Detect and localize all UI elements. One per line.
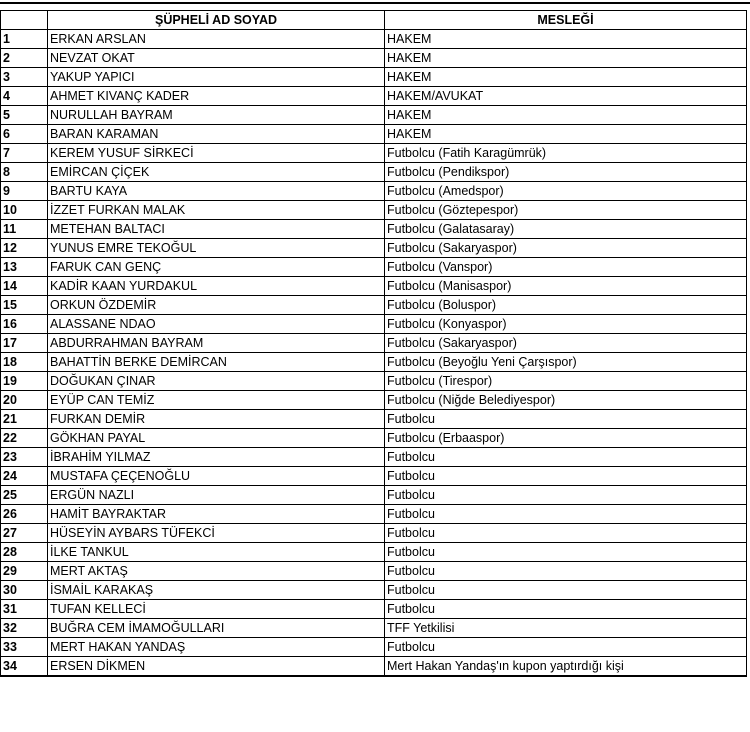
- table-row: [1, 163, 747, 182]
- table-row: [1, 562, 747, 581]
- header-row: [1, 11, 747, 30]
- suspect-name: FURKAN DEMİR: [48, 410, 385, 429]
- table-row: [1, 581, 747, 600]
- table-row: [1, 372, 747, 391]
- table-row: [1, 410, 747, 429]
- suspect-profession: HAKEM: [385, 68, 747, 87]
- row-number: 5: [1, 106, 48, 125]
- row-number: 14: [1, 277, 48, 296]
- suspect-name: YAKUP YAPICI: [48, 68, 385, 87]
- row-number: 4: [1, 87, 48, 106]
- suspects-table: [0, 10, 747, 677]
- suspect-profession: Futbolcu: [385, 638, 747, 657]
- suspect-name: AHMET KIVANÇ KADER: [48, 87, 385, 106]
- row-number: 1: [1, 30, 48, 49]
- table-row: [1, 486, 747, 505]
- row-number: 29: [1, 562, 48, 581]
- suspect-profession: HAKEM/AVUKAT: [385, 87, 747, 106]
- suspect-profession: Futbolcu (Amedspor): [385, 182, 747, 201]
- suspect-name: MERT HAKAN YANDAŞ: [48, 638, 385, 657]
- suspect-name: DOĞUKAN ÇINAR: [48, 372, 385, 391]
- table-row: [1, 296, 747, 315]
- row-number: 24: [1, 467, 48, 486]
- suspect-profession: HAKEM: [385, 49, 747, 68]
- table-row: [1, 600, 747, 619]
- table-row: [1, 448, 747, 467]
- table-row: [1, 220, 747, 239]
- suspect-name: BARAN KARAMAN: [48, 125, 385, 144]
- table-row: [1, 657, 747, 677]
- table-row: [1, 144, 747, 163]
- table-row: [1, 391, 747, 410]
- suspect-profession: Futbolcu (Vanspor): [385, 258, 747, 277]
- row-number: 2: [1, 49, 48, 68]
- suspect-name: İLKE TANKUL: [48, 543, 385, 562]
- table-row: [1, 524, 747, 543]
- suspect-name: GÖKHAN PAYAL: [48, 429, 385, 448]
- table-row: [1, 87, 747, 106]
- suspect-name: EMİRCAN ÇİÇEK: [48, 163, 385, 182]
- row-number: 6: [1, 125, 48, 144]
- row-number: 11: [1, 220, 48, 239]
- row-number: 31: [1, 600, 48, 619]
- suspect-name: HÜSEYİN AYBARS TÜFEKCİ: [48, 524, 385, 543]
- suspect-profession: HAKEM: [385, 30, 747, 49]
- table-row: [1, 334, 747, 353]
- header-no: [1, 11, 48, 30]
- table-body: [1, 30, 747, 677]
- suspect-name: KADİR KAAN YURDAKUL: [48, 277, 385, 296]
- suspect-profession: Futbolcu (Niğde Belediyespor): [385, 391, 747, 410]
- row-number: 22: [1, 429, 48, 448]
- suspect-name: MUSTAFA ÇEÇENOĞLU: [48, 467, 385, 486]
- row-number: 10: [1, 201, 48, 220]
- suspect-name: EYÜP CAN TEMİZ: [48, 391, 385, 410]
- suspect-name: İZZET FURKAN MALAK: [48, 201, 385, 220]
- suspect-profession: Futbolcu: [385, 410, 747, 429]
- suspect-profession: Futbolcu: [385, 486, 747, 505]
- suspect-name: ABDURRAHMAN BAYRAM: [48, 334, 385, 353]
- suspect-profession: TFF Yetkilisi: [385, 619, 747, 638]
- row-number: 18: [1, 353, 48, 372]
- row-number: 19: [1, 372, 48, 391]
- row-number: 30: [1, 581, 48, 600]
- suspect-profession: Futbolcu: [385, 505, 747, 524]
- row-number: 13: [1, 258, 48, 277]
- suspect-name: ERGÜN NAZLI: [48, 486, 385, 505]
- table-row: [1, 30, 747, 49]
- suspect-profession: Futbolcu (Boluspor): [385, 296, 747, 315]
- suspect-profession: HAKEM: [385, 125, 747, 144]
- row-number: 21: [1, 410, 48, 429]
- suspect-name: HAMİT BAYRAKTAR: [48, 505, 385, 524]
- suspect-name: İBRAHİM YILMAZ: [48, 448, 385, 467]
- suspect-name: BUĞRA CEM İMAMOĞULLARI: [48, 619, 385, 638]
- header-profession: MESLEĞİ: [385, 11, 747, 30]
- suspect-name: TUFAN KELLECİ: [48, 600, 385, 619]
- suspect-name: BARTU KAYA: [48, 182, 385, 201]
- table-row: [1, 201, 747, 220]
- suspect-profession: Futbolcu (Galatasaray): [385, 220, 747, 239]
- row-number: 28: [1, 543, 48, 562]
- suspect-name: YUNUS EMRE TEKOĞUL: [48, 239, 385, 258]
- table-row: [1, 258, 747, 277]
- table-row: [1, 467, 747, 486]
- row-number: 23: [1, 448, 48, 467]
- suspect-profession: Futbolcu (Tirespor): [385, 372, 747, 391]
- suspect-profession: Futbolcu (Pendikspor): [385, 163, 747, 182]
- row-number: 25: [1, 486, 48, 505]
- row-number: 27: [1, 524, 48, 543]
- row-number: 32: [1, 619, 48, 638]
- suspect-name: FARUK CAN GENÇ: [48, 258, 385, 277]
- suspect-name: NURULLAH BAYRAM: [48, 106, 385, 125]
- suspect-profession: Futbolcu (Konyaspor): [385, 315, 747, 334]
- table-row: [1, 239, 747, 258]
- suspect-name: MERT AKTAŞ: [48, 562, 385, 581]
- row-number: 34: [1, 657, 48, 677]
- header-name: ŞÜPHELİ AD SOYAD: [48, 11, 385, 30]
- suspect-profession: Futbolcu: [385, 581, 747, 600]
- table-row: [1, 429, 747, 448]
- table-row: [1, 49, 747, 68]
- top-border-line: [0, 2, 750, 4]
- suspect-name: ALASSANE NDAO: [48, 315, 385, 334]
- suspect-profession: Futbolcu (Sakaryaspor): [385, 239, 747, 258]
- table-row: [1, 505, 747, 524]
- suspect-profession: Futbolcu (Göztepespor): [385, 201, 747, 220]
- suspect-profession: Futbolcu (Sakaryaspor): [385, 334, 747, 353]
- row-number: 17: [1, 334, 48, 353]
- row-number: 33: [1, 638, 48, 657]
- suspect-name: METEHAN BALTACI: [48, 220, 385, 239]
- table-row: [1, 106, 747, 125]
- table-row: [1, 315, 747, 334]
- suspect-name: ORKUN ÖZDEMİR: [48, 296, 385, 315]
- suspect-profession: Futbolcu: [385, 600, 747, 619]
- row-number: 9: [1, 182, 48, 201]
- table-row: [1, 353, 747, 372]
- table-row: [1, 125, 747, 144]
- suspect-name: BAHATTİN BERKE DEMİRCAN: [48, 353, 385, 372]
- suspect-profession: Futbolcu (Erbaaspor): [385, 429, 747, 448]
- row-number: 8: [1, 163, 48, 182]
- row-number: 20: [1, 391, 48, 410]
- suspect-profession: Mert Hakan Yandaş'ın kupon yaptırdığı kişi: [385, 657, 747, 677]
- suspect-profession: Futbolcu: [385, 448, 747, 467]
- suspect-name: NEVZAT OKAT: [48, 49, 385, 68]
- suspect-profession: Futbolcu: [385, 562, 747, 581]
- suspect-profession: Futbolcu: [385, 543, 747, 562]
- suspect-profession: Futbolcu: [385, 524, 747, 543]
- row-number: 12: [1, 239, 48, 258]
- suspect-profession: HAKEM: [385, 106, 747, 125]
- suspect-name: KEREM YUSUF SİRKECİ: [48, 144, 385, 163]
- row-number: 7: [1, 144, 48, 163]
- suspect-profession: Futbolcu (Fatih Karagümrük): [385, 144, 747, 163]
- suspect-name: İSMAİL KARAKAŞ: [48, 581, 385, 600]
- table-row: [1, 638, 747, 657]
- suspect-profession: Futbolcu (Beyoğlu Yeni Çarşıspor): [385, 353, 747, 372]
- row-number: 26: [1, 505, 48, 524]
- table-row: [1, 277, 747, 296]
- suspect-profession: Futbolcu: [385, 467, 747, 486]
- suspect-name: ERKAN ARSLAN: [48, 30, 385, 49]
- row-number: 16: [1, 315, 48, 334]
- table-row: [1, 543, 747, 562]
- table-row: [1, 68, 747, 87]
- table-row: [1, 619, 747, 638]
- row-number: 15: [1, 296, 48, 315]
- suspect-name: ERSEN DİKMEN: [48, 657, 385, 677]
- table-row: [1, 182, 747, 201]
- row-number: 3: [1, 68, 48, 87]
- suspect-profession: Futbolcu (Manisaspor): [385, 277, 747, 296]
